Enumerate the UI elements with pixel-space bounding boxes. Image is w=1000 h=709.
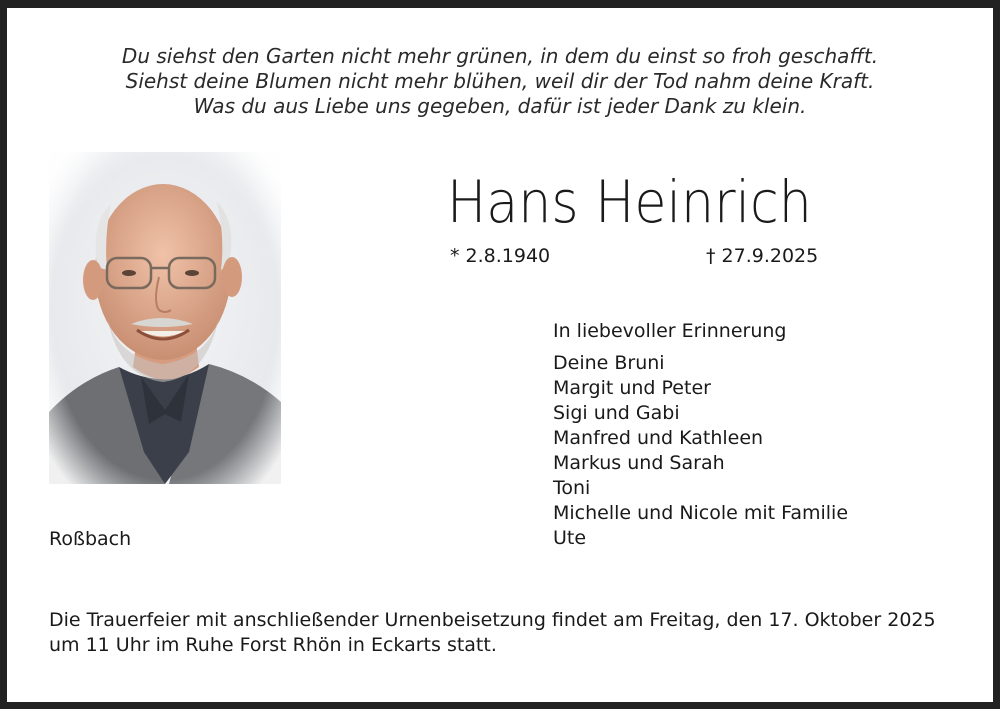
- family-member: Manfred und Kathleen: [553, 427, 764, 449]
- family-member: Deine Bruni: [553, 352, 665, 374]
- memory-heading: In liebevoller Erinnerung: [553, 320, 787, 342]
- portrait-photo: [49, 152, 281, 484]
- family-list: [553, 351, 848, 551]
- funeral-notice: [49, 608, 969, 658]
- death-date: † 27.9.2025: [706, 245, 819, 267]
- family-member: Toni: [553, 477, 591, 499]
- poem: [0, 44, 1000, 119]
- family-member: Margit und Peter: [553, 377, 711, 399]
- family-member: Michelle und Nicole mit Familie: [553, 502, 849, 524]
- poem-line-1: Du siehst den Garten nicht mehr grünen, in dem du einst so froh geschafft.: [121, 44, 879, 68]
- poem-line-2: Siehst deine Blumen nicht mehr blühen, weil dir der Tod nahm deine Kraft.: [125, 69, 875, 93]
- poem-line-3: Was du aus Liebe uns gegeben, dafür ist jeder Dank zu klein.: [193, 94, 807, 118]
- notice-line-1: Die Trauerfeier mit anschließender Urnenbeisetzung findet am Freitag, den 17. Oktober 2025: [49, 609, 936, 631]
- deceased-name: Hans Heinrich: [447, 168, 812, 236]
- place-name: Roßbach: [49, 528, 132, 550]
- family-member: Ute: [553, 527, 587, 549]
- birth-date: * 2.8.1940: [450, 245, 551, 267]
- family-member: Sigi und Gabi: [553, 402, 680, 424]
- notice-line-2: um 11 Uhr im Ruhe Forst Rhön in Eckarts statt.: [49, 634, 497, 656]
- family-member: Markus und Sarah: [553, 452, 725, 474]
